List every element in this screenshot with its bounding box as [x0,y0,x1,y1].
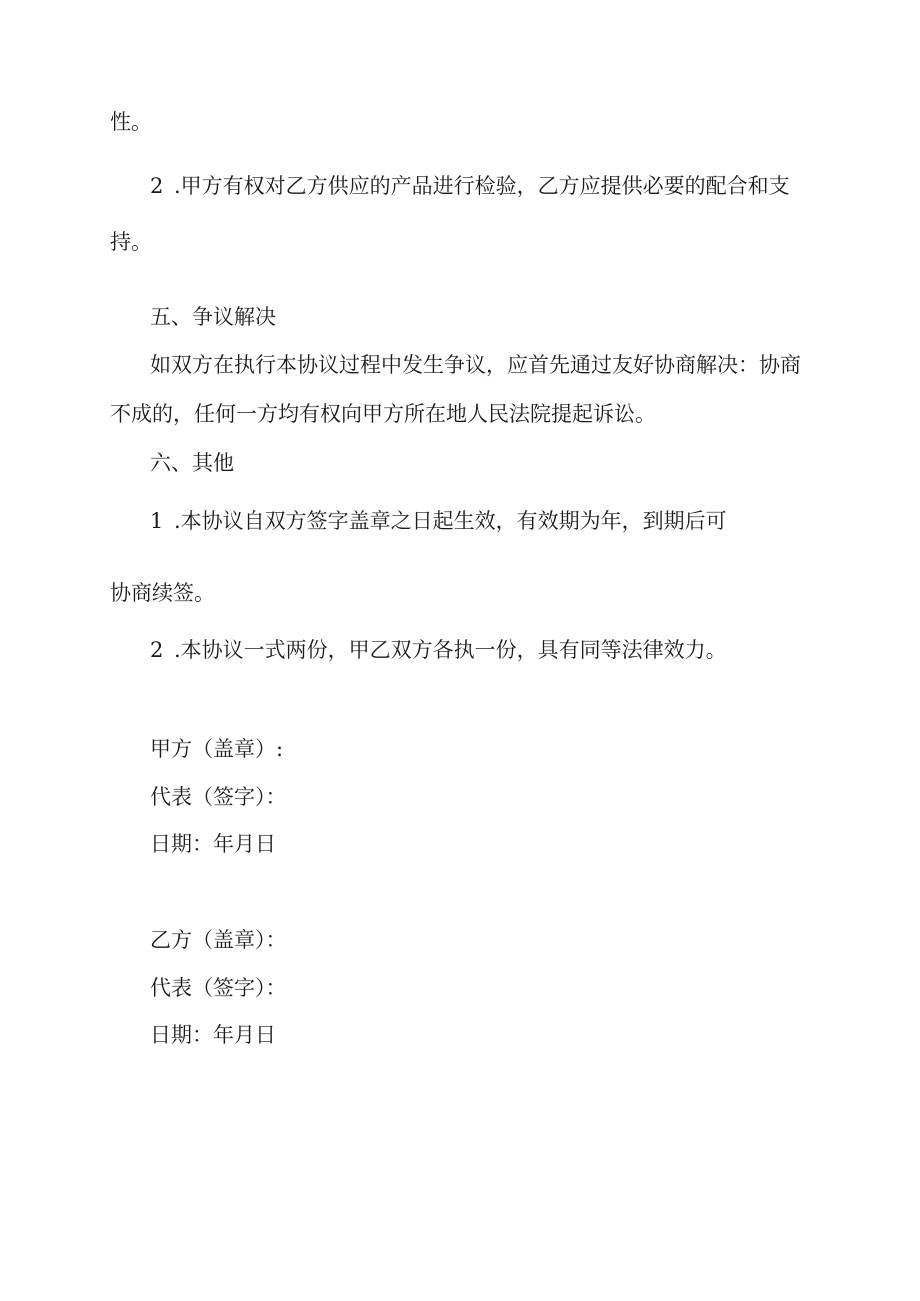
party-a-seal-label: 甲方（盖章）: [150,737,284,761]
party-b-date-label: 日期：年月日 [150,1023,276,1047]
clause-4-2 [150,172,790,200]
clause-6-1 [150,507,727,535]
section-heading-other: 六、其他 [150,451,234,475]
party-b-representative-label: 代表（签字）： [150,976,287,1000]
paragraph-continuation: 性。 [110,110,152,134]
clause-text: .甲方有权对乙方供应的产品进行检验，乙方应提供必要的配合和支 [174,174,790,198]
party-a-date-label: 日期：年月日 [150,832,276,856]
clause-number: 1 [150,509,164,533]
clause-4-2-continuation: 持。 [110,230,152,254]
clause-6-1-continuation: 协商续签。 [110,581,215,605]
clause-text: .本协议自双方签字盖章之日起生效，有效期为年，到期后可 [174,509,727,533]
dispute-paragraph-line-1: 如双方在执行本协议过程中发生争议，应首先通过友好协商解决：协商 [150,353,801,377]
clause-number: 2 [150,638,164,662]
clause-6-2 [150,636,727,664]
clause-text: .本协议一式两份，甲乙双方各执一份，具有同等法律效力。 [174,638,727,662]
section-heading-dispute: 五、争议解决 [150,305,276,329]
clause-number: 2 [150,174,164,198]
party-b-seal-label: 乙方（盖章）： [150,928,287,952]
party-a-representative-label: 代表（签字）： [150,785,287,809]
dispute-paragraph-line-2: 不成的，任何一方均有权向甲方所在地人民法院提起诉讼。 [110,402,656,426]
